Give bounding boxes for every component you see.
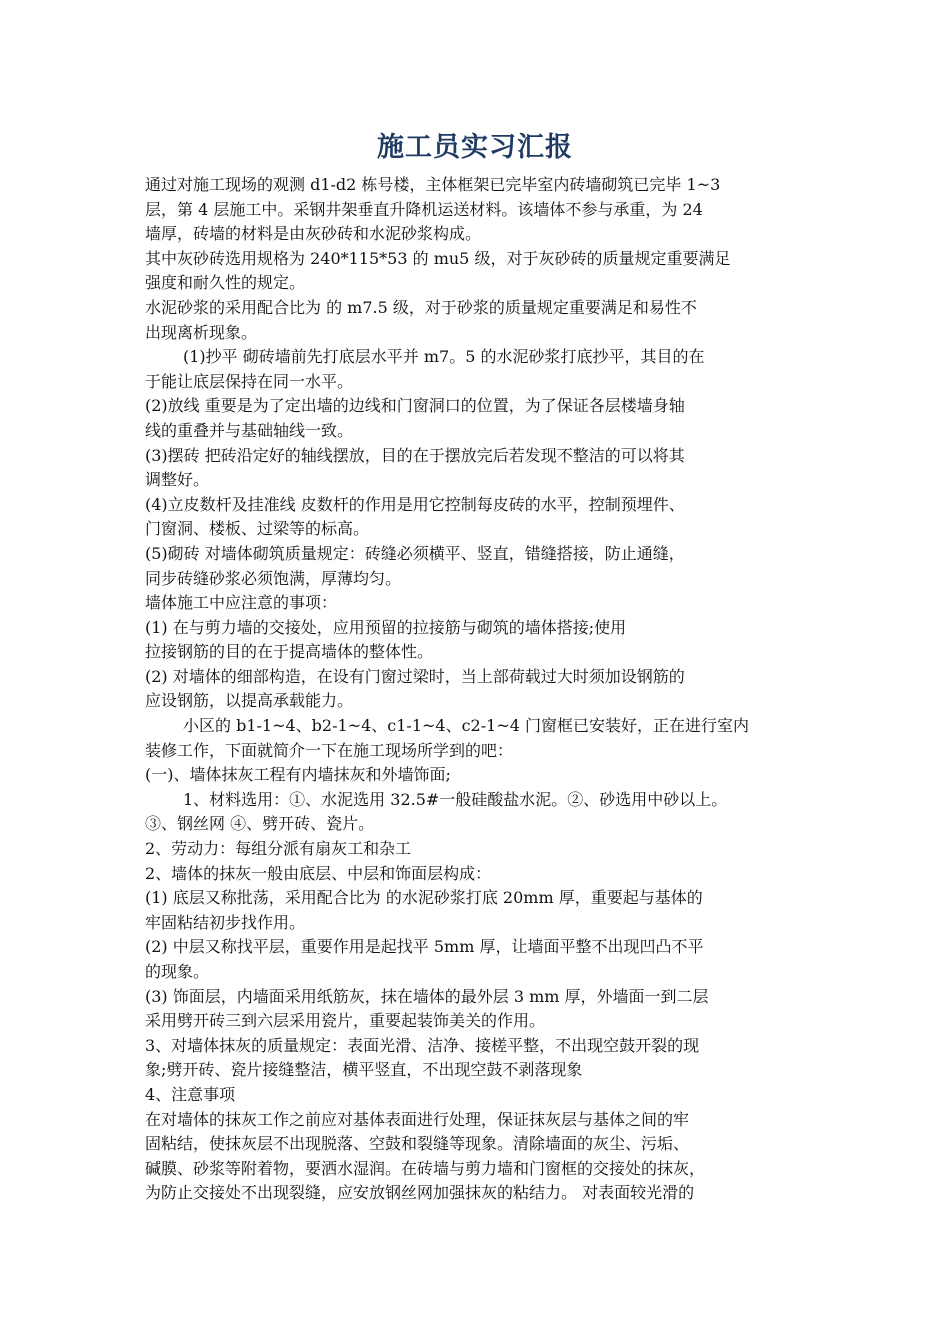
text-line: 层，第 4 层施工中。采钢井架垂直升降机运送材料。该墙体不参与承重，为 24 (145, 199, 703, 219)
text-line: (一)、墙体抹灰工程有内墙抹灰和外墙饰面; (145, 765, 451, 785)
text-line: 其中灰砂砖选用规格为 240*115*53 的 mu5 级，对于灰砂砖的质量规定重要满足 (145, 248, 731, 268)
document-title: 施工员实习汇报 (377, 132, 573, 163)
text-line: 4、注意事项 (145, 1084, 236, 1104)
text-line: 象;劈开砖、瓷片接缝整洁，横平竖直，不出现空鼓不剥落现象 (145, 1060, 583, 1080)
text-line: 采用劈开砖三到六层采用瓷片，重要起装饰美关的作用。 (145, 1011, 546, 1031)
text-line: 强度和耐久性的规定。 (145, 273, 306, 293)
text-line: 3、对墙体抹灰的质量规定：表面光滑、洁净、接槎平整，不出现空鼓开裂的现 (145, 1035, 700, 1055)
text-line: 的现象。 (145, 962, 210, 981)
document-body (145, 173, 820, 1206)
text-line: 墙体施工中应注意的事项： (145, 593, 338, 613)
text-line: 固粘结，使抹灰层不出现脱落、空鼓和裂缝等现象。清除墙面的灰尘、污垢、 (145, 1134, 690, 1154)
text-line: 牢固粘结初步找作用。 (145, 912, 306, 932)
text-line: (1)抄平 砌砖墙前先打底层水平并 m7。5 的水泥砂浆打底抄平，其目的在 (183, 347, 705, 367)
text-line: 1、材料选用：①、水泥选用 32.5#一般硅酸盐水泥。②、砂选用中砂以上。 (183, 789, 728, 809)
text-line: (2) 中层又称找平层，重要作用是起找平 5mm 厚，让墙面平整不出现凹凸不平 (145, 937, 704, 957)
text-line: 线的重叠并与基础轴线一致。 (145, 420, 354, 440)
text-line: 调整好。 (145, 470, 210, 490)
text-line: (2)放线 重要是为了定出墙的边线和门窗洞口的位置，为了保证各层楼墙身轴 (145, 396, 685, 416)
text-line: (3) 饰面层，内墙面采用纸筋灰，抹在墙体的最外层 3 mm 厚，外墙面一到二层 (145, 986, 709, 1006)
text-line: 出现离析现象。 (145, 322, 258, 342)
text-line: 2、劳动力：每组分派有扇灰工和杂工 (145, 839, 412, 859)
text-line: 于能让底层保持在同一水平。 (145, 371, 354, 391)
text-line: (1) 在与剪力墙的交接处，应用预留的拉接筋与砌筑的墙体搭接;使用 (145, 617, 627, 637)
text-line: 应设钢筋，以提高承载能力。 (145, 691, 354, 711)
text-line: 拉接钢筋的目的在于提高墙体的整体性。 (145, 642, 434, 662)
text-line: (2) 对墙体的细部构造，在设有门窗过梁时，当上部荷载过大时须加设钢筋的 (145, 666, 685, 686)
text-line: (3)摆砖 把砖沿定好的轴线摆放，目的在于摆放完后若发现不整洁的可以将其 (145, 445, 685, 465)
text-line: (4)立皮数杆及挂准线 皮数杆的作用是用它控制每皮砖的水平，控制预埋件、 (145, 494, 685, 514)
text-line: 为防止交接处不出现裂缝，应安放钢丝网加强抹灰的粘结力。 对表面较光滑的 (145, 1183, 695, 1203)
text-line: 装修工作，下面就简介一下在施工现场所学到的吧： (145, 740, 514, 760)
text-line: (1) 底层又称批荡，采用配合比为 的水泥砂浆打底 20mm 厚，重要起与基体的 (145, 888, 703, 908)
text-line: 小区的 b1-1~4、b2-1~4、c1-1~4、c2-1~4 门窗框已安装好，正在进行室内 (183, 716, 749, 736)
text-line: 碱膜、砂浆等附着物，要洒水湿润。在砖墙与剪力墙和门窗框的交接处的抹灰， (145, 1158, 706, 1178)
text-line: ③、钢丝网 ④、劈开砖、瓷片。 (145, 814, 375, 834)
text-line: 同步砖缝砂浆必须饱满，厚薄均匀。 (145, 568, 402, 588)
text-line: 通过对施工现场的观测 d1-d2 栋号楼，主体框架已完毕室内砖墙砌筑已完毕 1~3 (145, 175, 721, 194)
text-line: 在对墙体的抹灰工作之前应对基体表面进行处理，保证抹灰层与基体之间的牢 (145, 1109, 690, 1129)
text-line: 2、墙体的抹灰一般由底层、中层和饰面层构成： (145, 863, 492, 883)
text-line: 门窗洞、楼板、过梁等的标高。 (145, 519, 370, 539)
text-line: 水泥砂浆的采用配合比为 的 m7.5 级，对于砂浆的质量规定重要满足和易性不 (145, 297, 697, 317)
text-line: (5)砌砖 对墙体砌筑质量规定：砖缝必须横平、竖直，错缝搭接，防止通缝， (145, 543, 685, 563)
text-line: 墙厚，砖墙的材料是由灰砂砖和水泥砂浆构成。 (145, 224, 482, 244)
